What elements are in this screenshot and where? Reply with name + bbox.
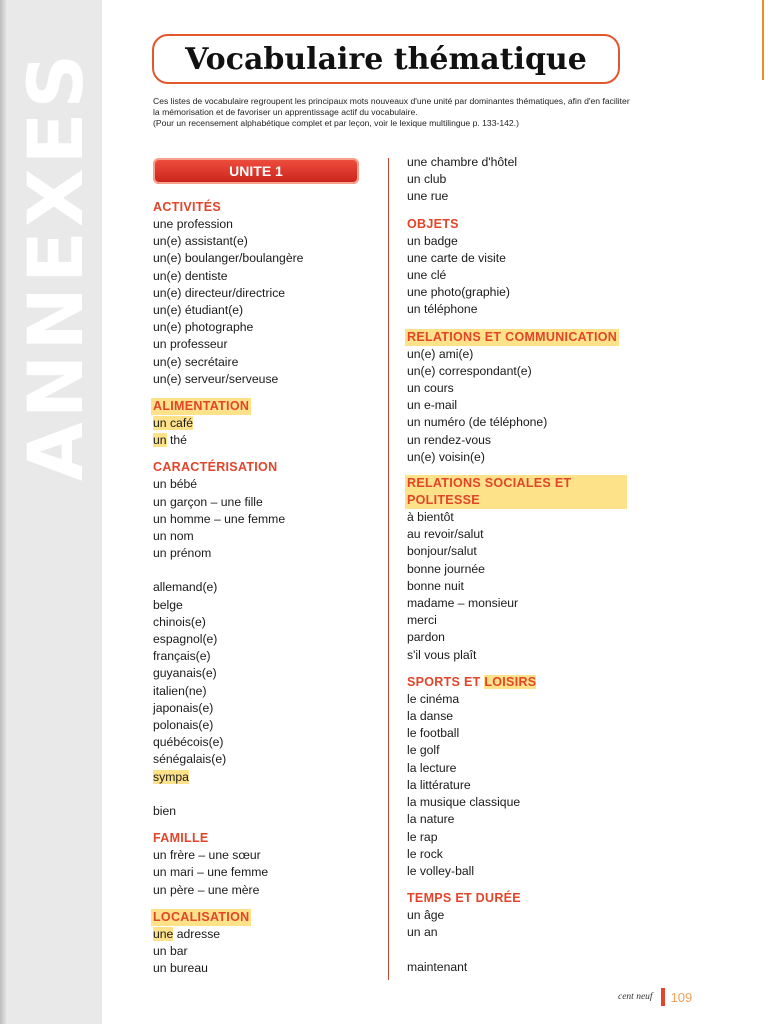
- list-item: un professeur: [153, 337, 228, 352]
- list-item: chinois(e): [153, 614, 206, 629]
- list-item: un bureau: [153, 961, 208, 976]
- intro-line-1: Ces listes de vocabulaire regroupent les principaux mots nouveaux d'une unité par dominantes thématiques, afin d'en faciliter: [153, 96, 630, 106]
- page-number: 109: [670, 989, 693, 1005]
- list-item: un(e) serveur/serveuse: [153, 371, 279, 386]
- list-item: un(e) boulanger/boulangère: [153, 251, 304, 266]
- page-edge: [0, 0, 8, 1024]
- section-heading: [405, 674, 538, 691]
- list-item: un homme – une femme: [153, 511, 286, 526]
- highlighted-text: LOISIRS: [484, 674, 537, 689]
- section-relations-sociales: [407, 475, 627, 664]
- list-item: un cours: [407, 381, 454, 396]
- section-relations-communication: [407, 328, 627, 466]
- page-footer: [618, 988, 692, 1006]
- list-item: japonais(e): [153, 700, 214, 715]
- section-famille: [153, 829, 373, 899]
- title-box: [152, 34, 620, 84]
- section-heading: ALIMENTATION: [153, 399, 250, 414]
- list-item: belge: [153, 597, 183, 612]
- right-column: [407, 154, 627, 985]
- list-item: un an: [407, 925, 438, 940]
- list-item: un(e) dentiste: [153, 268, 228, 283]
- section-heading: TEMPS ET DURÉE: [407, 891, 521, 906]
- list-item: un e-mail: [407, 398, 458, 413]
- side-label: [11, 20, 101, 510]
- list-item: une chambre d'hôtel: [407, 155, 518, 169]
- spacer: [153, 562, 373, 579]
- list-item: le rap: [407, 829, 438, 844]
- list-item: espagnol(e): [153, 632, 218, 647]
- list-item: à bientôt: [407, 510, 454, 525]
- list-item: un(e) photographe: [153, 320, 254, 335]
- list-item: québécois(e): [153, 735, 224, 750]
- list-item: le football: [407, 726, 460, 741]
- list-item: [153, 926, 373, 943]
- section-localisation-continued: [407, 154, 627, 206]
- list-item: s'il vous plaît: [407, 647, 477, 662]
- list-item: un mari – une femme: [153, 865, 269, 880]
- list-item: la littérature: [407, 777, 471, 792]
- unit-banner: UNITE 1: [153, 158, 359, 184]
- list-item: un(e) ami(e): [407, 346, 474, 361]
- list-item: la danse: [407, 709, 454, 724]
- list-item: une carte de visite: [407, 250, 506, 265]
- list-item: un frère – une sœur: [153, 848, 261, 863]
- highlighted-text: sympa: [153, 769, 189, 784]
- list-item: [153, 432, 373, 449]
- list-item: maintenant: [407, 959, 468, 974]
- list-item: un club: [407, 172, 447, 187]
- list-item: un(e) correspondant(e): [407, 363, 532, 378]
- list-item: un rendez-vous: [407, 432, 492, 447]
- list-item: au revoir/salut: [407, 527, 484, 542]
- list-item: un bébé: [153, 477, 198, 492]
- footer-divider: [661, 988, 665, 1006]
- list-item: un(e) voisin(e): [407, 449, 485, 464]
- highlighted-text: un: [153, 433, 167, 448]
- item-text: thé: [166, 433, 187, 448]
- list-item: le golf: [407, 743, 440, 758]
- list-item: un(e) directeur/directrice: [153, 285, 286, 300]
- section-heading: OBJETS: [407, 216, 459, 231]
- list-item: le volley-ball: [407, 863, 475, 878]
- section-activites: [153, 198, 373, 388]
- section-temps-duree: [407, 889, 627, 976]
- list-item: pardon: [407, 630, 445, 645]
- list-item: polonais(e): [153, 718, 214, 733]
- list-item: un âge: [407, 908, 445, 923]
- list-item: un prénom: [153, 546, 212, 561]
- section-objets: [407, 215, 627, 319]
- list-item: merci: [407, 613, 437, 628]
- item-text: adresse: [173, 926, 221, 941]
- section-localisation: [153, 908, 373, 978]
- intro-line-3: (Pour un recensement alphabétique complet et par leçon, voir le lexique multilingue p. 133-142.): [153, 118, 519, 128]
- list-item: un garçon – une fille: [153, 494, 263, 509]
- right-edge-mark: [762, 0, 764, 80]
- list-item: un nom: [153, 529, 194, 544]
- list-item: bonne journée: [407, 561, 485, 576]
- section-heading: RELATIONS SOCIALES ET POLITESSE: [405, 475, 627, 509]
- list-item: italien(ne): [153, 683, 207, 698]
- section-heading: ACTIVITÉS: [153, 200, 221, 214]
- list-item: une photo(graphie): [407, 285, 510, 300]
- list-item: un bar: [153, 943, 188, 958]
- column-divider: [388, 158, 389, 980]
- list-item: bonne nuit: [407, 578, 464, 593]
- list-item: français(e): [153, 649, 211, 664]
- list-item: une clé: [407, 268, 447, 283]
- section-sports-loisirs: [407, 673, 627, 880]
- section-heading: LOCALISATION: [153, 909, 250, 924]
- list-item: madame – monsieur: [407, 596, 519, 611]
- list-item: la nature: [407, 812, 455, 827]
- list-item: un téléphone: [407, 302, 478, 317]
- intro-text: [153, 96, 633, 129]
- list-item: le cinéma: [407, 691, 460, 706]
- spacer: [153, 786, 373, 803]
- list-item: un(e) étudiant(e): [153, 303, 244, 318]
- list-item: un(e) secrétaire: [153, 354, 239, 369]
- list-item: une rue: [407, 189, 449, 204]
- section-alimentation: [153, 397, 373, 449]
- section-heading: CARACTÉRISATION: [153, 460, 278, 475]
- section-heading: FAMILLE: [153, 831, 209, 846]
- highlighted-text: une: [153, 926, 174, 941]
- list-item: un numéro (de téléphone): [407, 415, 548, 430]
- list-item: une profession: [153, 217, 233, 231]
- side-label-text: ANNEXES: [11, 49, 101, 481]
- list-item: allemand(e): [153, 580, 218, 595]
- list-item: un père – une mère: [153, 882, 260, 897]
- list-item: la lecture: [407, 760, 457, 775]
- list-item: un badge: [407, 233, 458, 248]
- heading-text: SPORTS ET: [407, 674, 485, 689]
- highlighted-text: un café: [153, 416, 193, 431]
- page-title: Vocabulaire thématique: [185, 41, 587, 77]
- list-item: le rock: [407, 846, 443, 861]
- section-caracterisation: [153, 458, 373, 820]
- page-number-words: cent neuf: [618, 992, 653, 1002]
- list-item: [153, 415, 373, 432]
- list-item: sénégalais(e): [153, 752, 227, 767]
- list-item: un(e) assistant(e): [153, 234, 248, 249]
- list-item: la musique classique: [407, 795, 521, 810]
- list-item: guyanais(e): [153, 666, 217, 681]
- spacer: [407, 942, 627, 959]
- section-heading: RELATIONS ET COMMUNICATION: [407, 329, 618, 344]
- list-item: [153, 769, 373, 786]
- left-column: [153, 198, 373, 986]
- list-item: bonjour/salut: [407, 544, 477, 559]
- list-item: bien: [153, 803, 177, 818]
- intro-line-2: la mémorisation et de favoriser un apprentissage actif du vocabulaire.: [153, 107, 418, 117]
